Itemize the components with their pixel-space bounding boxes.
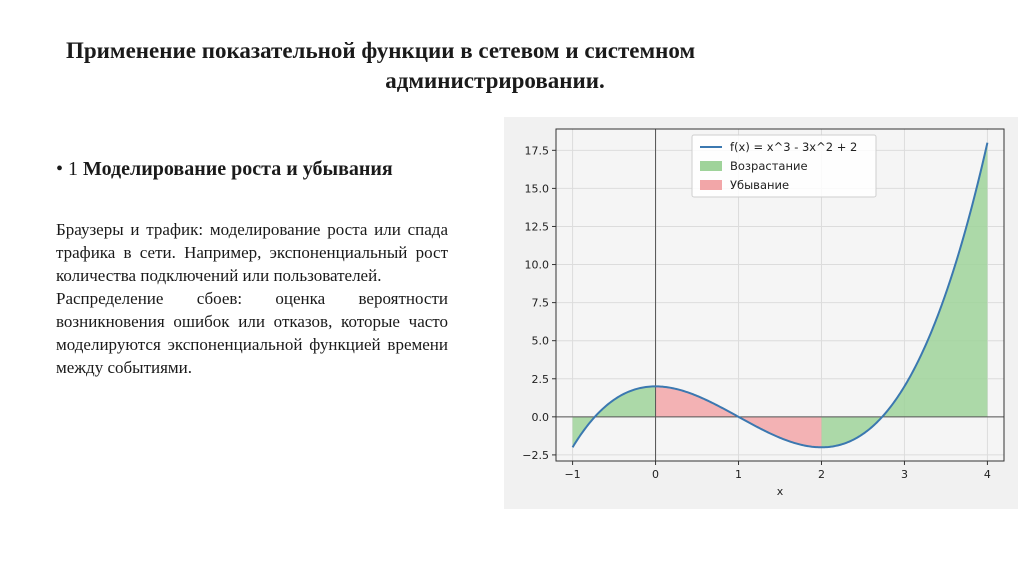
y-tick-label-0: −2.5 (522, 448, 549, 462)
y-tick-label-8: 17.5 (524, 144, 549, 158)
slide-title-line2: администрировании. (385, 68, 605, 93)
bullet-number: • 1 (56, 158, 79, 180)
y-tick-label-4: 7.5 (531, 296, 549, 310)
x-tick-label-5: 4 (983, 468, 991, 481)
function-chart (504, 117, 1018, 509)
y-tick-label-6: 12.5 (524, 220, 549, 234)
legend-swatch-1 (700, 161, 722, 171)
bullet-heading (56, 158, 393, 181)
y-tick-label-5: 10.0 (524, 258, 549, 272)
bullet-text: Моделирование роста и убывания (83, 158, 393, 180)
x-axis-label: x (776, 485, 784, 498)
legend-label-2: Убывание (730, 178, 790, 192)
y-tick-label-2: 2.5 (531, 372, 549, 386)
legend-label-0: f(x) = x^3 - 3x^2 + 2 (730, 140, 858, 154)
y-tick-label-1: 0.0 (531, 410, 549, 424)
x-tick-label-0: −1 (564, 468, 581, 481)
slide-title (40, 36, 920, 96)
y-tick-label-7: 15.0 (524, 182, 549, 196)
slide-title-line1: Применение показательной функции в сетевом и системном (66, 38, 696, 63)
body-text (56, 218, 448, 379)
legend-label-1: Возрастание (730, 159, 808, 173)
chart-container (504, 117, 1018, 509)
x-tick-label-4: 3 (900, 468, 908, 481)
y-tick-label-3: 5.0 (531, 334, 549, 348)
paragraph-failures: Распределение сбоев: оценка вероятности возникновения ошибок или отказов, которые часто моделируются экспоненциальной функцией времени между событиями. (56, 289, 448, 377)
x-tick-label-2: 1 (735, 468, 743, 481)
paragraph-traffic: Браузеры и трафик: моделирование роста или спада трафика в сети. Например, экспоненциальный рост количества подключений или пользователей. (56, 220, 448, 285)
legend-swatch-2 (700, 180, 722, 190)
x-tick-label-3: 2 (817, 468, 825, 481)
x-tick-label-1: 0 (652, 468, 660, 481)
